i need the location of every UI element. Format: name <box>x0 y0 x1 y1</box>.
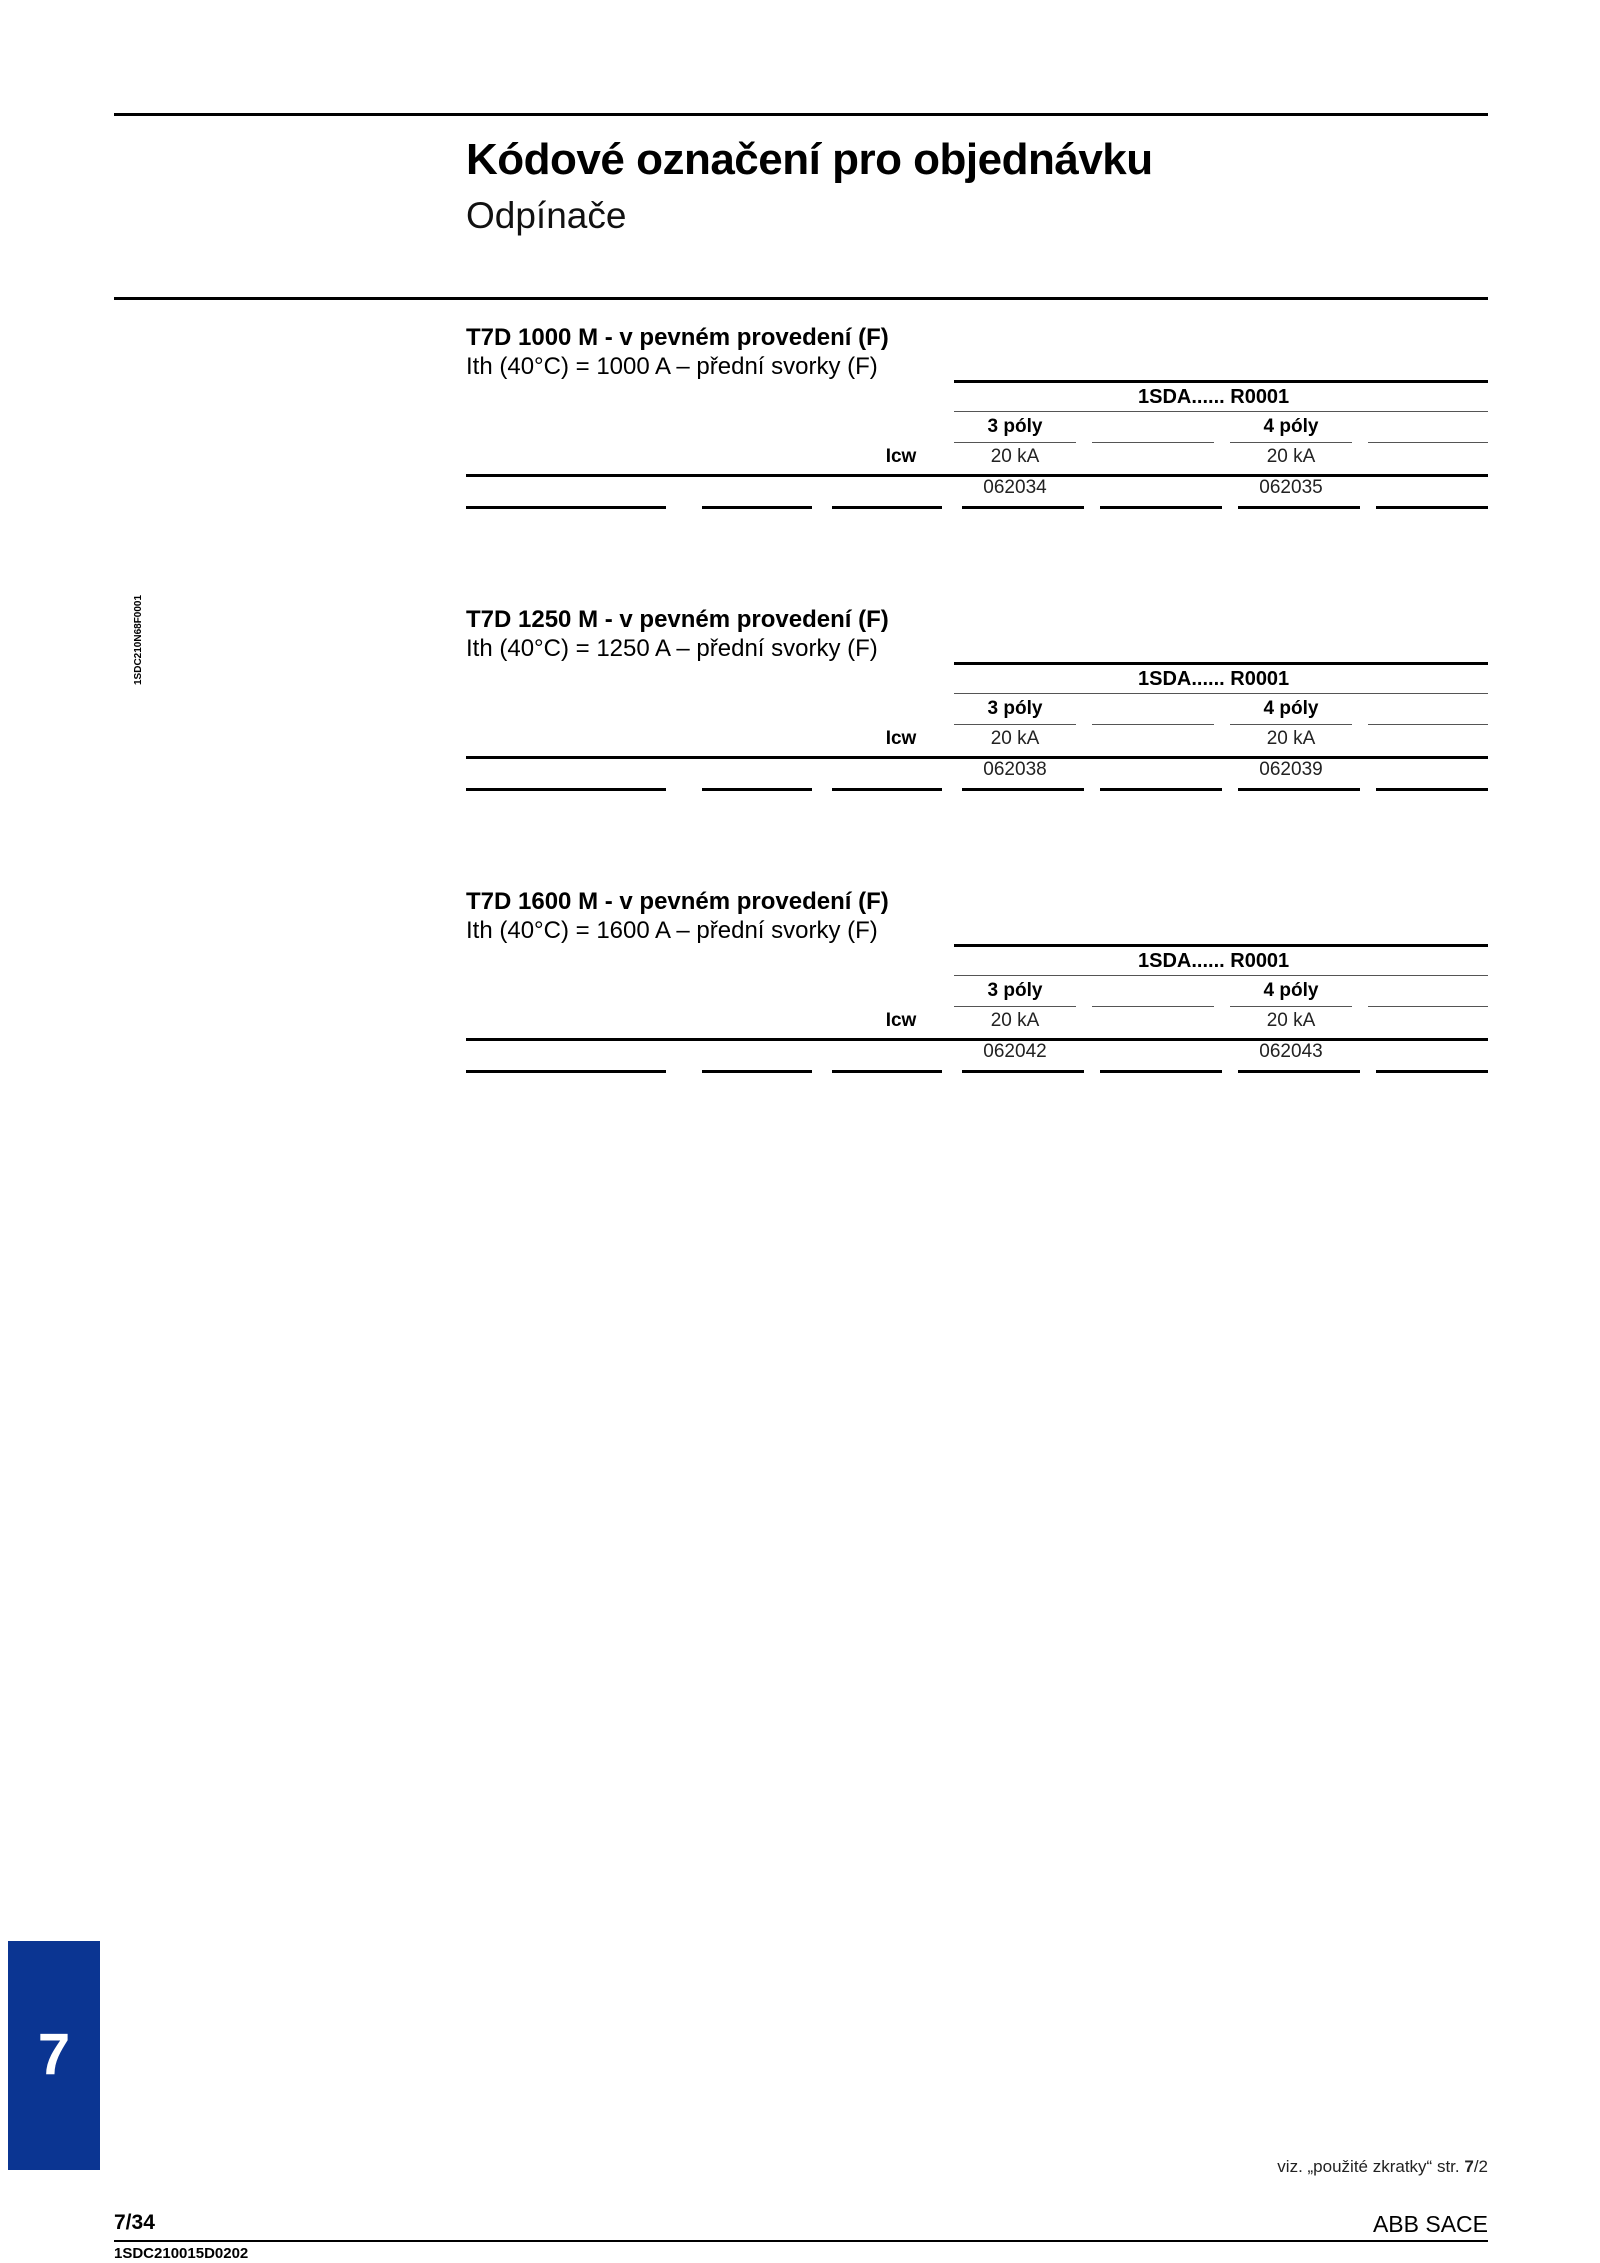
pole-4-label: 4 póly <box>1263 980 1319 1001</box>
table-top-line <box>954 662 1488 665</box>
icw-label: Icw <box>885 446 917 467</box>
row-line <box>466 756 812 759</box>
bottom-line <box>1100 506 1222 509</box>
abbreviations-note <box>1277 2157 1488 2177</box>
abbreviations-note-page: /2 <box>1473 2157 1488 2176</box>
page-number: 7/34 <box>114 2211 155 2234</box>
bottom-line <box>1100 1070 1222 1073</box>
order-code-4p: 062035 <box>1259 477 1323 498</box>
pole-underline <box>1230 1006 1352 1007</box>
pole-underline <box>1368 442 1488 443</box>
pole-3-label: 3 póly <box>987 416 1043 437</box>
table-subtitle: Ith (40°C) = 1000 A – přední svorky (F) <box>466 353 878 380</box>
order-code-4p: 062043 <box>1259 1041 1323 1062</box>
pole-underline <box>1092 442 1214 443</box>
icw-value-4p: 20 kA <box>1266 1010 1316 1031</box>
bottom-line <box>832 1070 942 1073</box>
order-code-header: 1SDA...... R0001 <box>1138 950 1290 972</box>
bottom-line <box>962 1070 1084 1073</box>
row-line <box>466 1038 812 1041</box>
pole-underline <box>954 442 1076 443</box>
bottom-line <box>1376 506 1488 509</box>
order-table-1000 <box>466 324 1488 524</box>
order-table-1600 <box>466 888 1488 1088</box>
table-subtitle: Ith (40°C) = 1250 A – přední svorky (F) <box>466 635 878 662</box>
icw-label: Icw <box>885 1010 917 1031</box>
order-code-header: 1SDA...... R0001 <box>1138 668 1290 690</box>
header-divider <box>954 411 1488 412</box>
bottom-line <box>832 506 942 509</box>
bottom-line <box>702 506 812 509</box>
bottom-line <box>466 788 666 791</box>
order-code-3p: 062034 <box>983 477 1047 498</box>
pole-underline <box>954 1006 1076 1007</box>
row-line <box>466 474 812 477</box>
bottom-line <box>702 1070 812 1073</box>
pole-underline <box>1092 724 1214 725</box>
header-divider <box>954 693 1488 694</box>
bottom-line <box>1238 788 1360 791</box>
pole-underline <box>1092 1006 1214 1007</box>
side-figure-code: 1SDC210N68F0001 <box>133 594 144 685</box>
pole-underline <box>954 724 1076 725</box>
bottom-line <box>466 1070 666 1073</box>
bottom-line <box>466 506 666 509</box>
table-top-line <box>954 944 1488 947</box>
icw-value-4p: 20 kA <box>1266 446 1316 467</box>
bottom-line <box>1100 788 1222 791</box>
bottom-line <box>962 788 1084 791</box>
brand-name: ABB SACE <box>1372 2211 1488 2237</box>
table-title: T7D 1600 M - v pevném provedení (F) <box>466 888 889 915</box>
header-divider <box>954 975 1488 976</box>
bottom-line <box>702 788 812 791</box>
icw-value-4p: 20 kA <box>1266 728 1316 749</box>
pole-underline <box>1368 1006 1488 1007</box>
icw-label: Icw <box>885 728 917 749</box>
footer-rule <box>114 2240 1488 2242</box>
table-top-line <box>954 380 1488 383</box>
bottom-line <box>962 506 1084 509</box>
abbreviations-note-chapter: 7 <box>1464 2157 1474 2176</box>
bottom-line <box>832 788 942 791</box>
icw-value-3p: 20 kA <box>990 728 1040 749</box>
order-code-4p: 062039 <box>1259 759 1323 780</box>
row-line <box>812 1038 1488 1041</box>
pole-underline <box>1230 724 1352 725</box>
order-code-3p: 062042 <box>983 1041 1047 1062</box>
chapter-number: 7 <box>37 2022 71 2087</box>
pole-3-label: 3 póly <box>987 698 1043 719</box>
abbreviations-note-text: viz. „použité zkratky“ str. <box>1277 2157 1465 2176</box>
bottom-line <box>1376 788 1488 791</box>
order-code-3p: 062038 <box>983 759 1047 780</box>
pole-underline <box>1230 442 1352 443</box>
icw-value-3p: 20 kA <box>990 446 1040 467</box>
header-bottom-rule <box>114 297 1488 300</box>
pole-underline <box>1368 724 1488 725</box>
bottom-line <box>1238 1070 1360 1073</box>
bottom-line <box>1376 1070 1488 1073</box>
order-code-header: 1SDA...... R0001 <box>1138 386 1290 408</box>
icw-value-3p: 20 kA <box>990 1010 1040 1031</box>
table-title: T7D 1000 M - v pevném provedení (F) <box>466 324 889 351</box>
top-rule <box>114 113 1488 116</box>
table-title: T7D 1250 M - v pevném provedení (F) <box>466 606 889 633</box>
row-line <box>812 756 1488 759</box>
page-title: Kódové označení pro objednávku <box>466 135 1153 184</box>
row-line <box>812 474 1488 477</box>
order-table-1250 <box>466 606 1488 806</box>
bottom-line <box>1238 506 1360 509</box>
chapter-tab <box>8 1941 100 2170</box>
document-code: 1SDC210015D0202 <box>114 2245 249 2262</box>
page-subtitle: Odpínače <box>466 195 627 236</box>
pole-3-label: 3 póly <box>987 980 1043 1001</box>
pole-4-label: 4 póly <box>1263 416 1319 437</box>
table-subtitle: Ith (40°C) = 1600 A – přední svorky (F) <box>466 917 878 944</box>
pole-4-label: 4 póly <box>1263 698 1319 719</box>
